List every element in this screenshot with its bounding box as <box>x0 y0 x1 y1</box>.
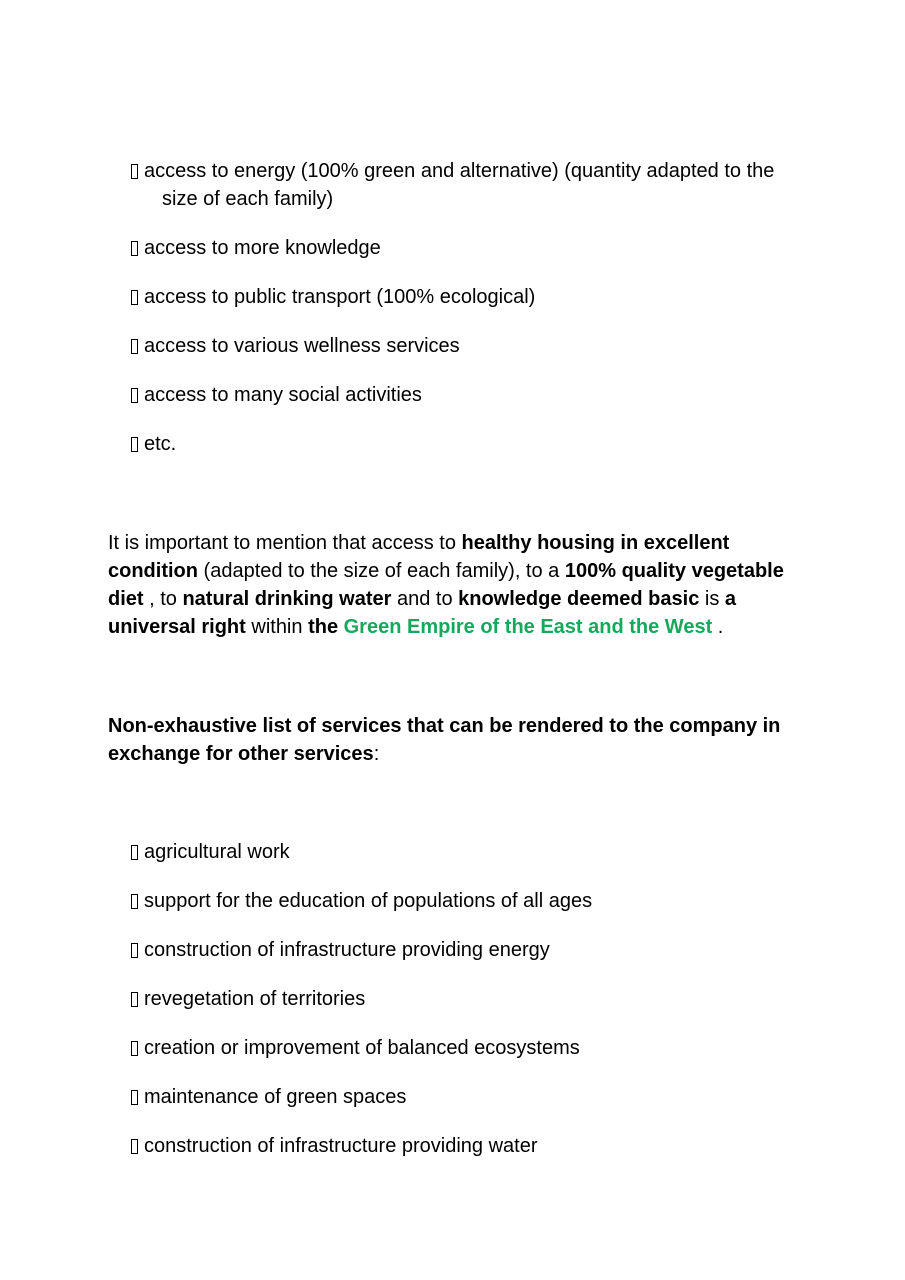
missing-glyph-bullet-icon <box>131 1090 138 1105</box>
text-segment: knowledge deemed basic <box>458 588 700 610</box>
green-empire-text: Green Empire of the East and the West <box>343 616 713 638</box>
list-item <box>131 430 800 458</box>
missing-glyph-bullet-icon <box>131 437 138 452</box>
list-item-text: access to many social activities <box>144 384 422 406</box>
missing-glyph-bullet-icon <box>131 1139 138 1154</box>
text-segment: . <box>712 616 724 638</box>
services-list <box>108 838 800 1160</box>
missing-glyph-bullet-icon <box>131 1041 138 1056</box>
text-segment: 100% quality vegetable diet <box>108 560 784 610</box>
missing-glyph-bullet-icon <box>131 290 138 305</box>
missing-glyph-bullet-icon <box>131 992 138 1007</box>
text-segment: (adapted to the size of each family), to a <box>197 560 565 582</box>
list-item-text: access to various wellness services <box>144 335 460 357</box>
services-heading-colon: : <box>373 743 380 765</box>
text-segment: within <box>245 616 309 638</box>
services-heading <box>108 712 800 768</box>
list-item <box>131 234 800 262</box>
document-body <box>108 0 800 1160</box>
list-item-text: agricultural work <box>144 841 290 863</box>
list-item-text: construction of infrastructure providing water <box>144 1135 538 1157</box>
list-item <box>131 936 800 964</box>
list-item <box>131 1083 800 1111</box>
list-item <box>131 985 800 1013</box>
list-item-text: creation or improvement of balanced ecosystems <box>144 1037 580 1059</box>
missing-glyph-bullet-icon <box>131 845 138 860</box>
list-item <box>131 157 800 213</box>
list-item <box>131 1034 800 1062</box>
missing-glyph-bullet-icon <box>131 339 138 354</box>
list-item-text: access to energy (100% green and alternative) (quantity adapted to the size of each family) <box>144 160 775 210</box>
missing-glyph-bullet-icon <box>131 388 138 403</box>
services-heading-text: Non-exhaustive list of services that can be rendered to the company in exchange for other services <box>108 715 781 765</box>
list-item-text: construction of infrastructure providing energy <box>144 939 550 961</box>
list-item <box>131 381 800 409</box>
missing-glyph-bullet-icon <box>131 943 138 958</box>
rights-paragraph <box>108 529 800 641</box>
list-item <box>131 1132 800 1160</box>
text-segment: natural drinking water <box>182 588 392 610</box>
text-segment: healthy housing in excellent condition <box>108 532 730 582</box>
list-item-text: access to more knowledge <box>144 237 381 259</box>
text-segment: a universal right <box>108 588 737 638</box>
list-item <box>131 283 800 311</box>
list-item <box>131 887 800 915</box>
list-item <box>131 838 800 866</box>
benefits-list <box>108 157 800 458</box>
text-segment: the <box>308 616 344 638</box>
list-item-text: access to public transport (100% ecological) <box>144 286 536 308</box>
text-segment: and to <box>391 588 459 610</box>
list-item-text: revegetation of territories <box>144 988 366 1010</box>
list-item-text: etc. <box>144 433 177 455</box>
list-item <box>131 332 800 360</box>
list-item-text: maintenance of green spaces <box>144 1086 407 1108</box>
text-segment: , to <box>143 588 183 610</box>
missing-glyph-bullet-icon <box>131 894 138 909</box>
missing-glyph-bullet-icon <box>131 164 138 179</box>
missing-glyph-bullet-icon <box>131 241 138 256</box>
list-item-text: support for the education of populations of all ages <box>144 890 593 912</box>
text-segment: is <box>699 588 725 610</box>
text-segment: It is important to mention that access to <box>108 532 462 554</box>
